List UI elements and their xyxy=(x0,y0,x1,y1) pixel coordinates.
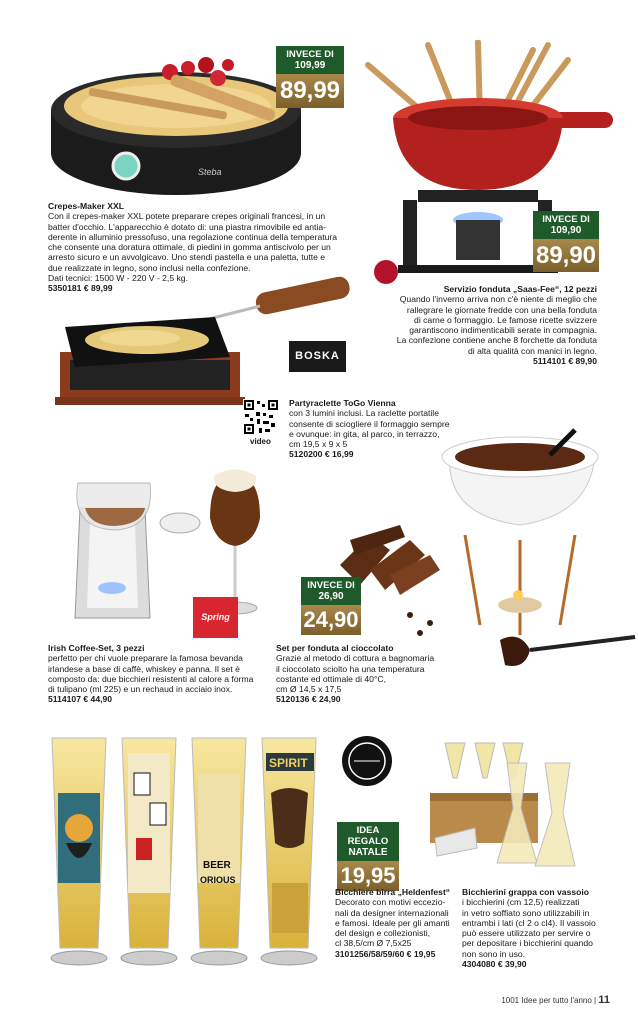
irish-code: 5114107 € 44,90 xyxy=(48,694,113,705)
beer-line: del design e collezionisti, xyxy=(335,928,431,939)
grappa-line: entrambi i lati (cl 2 o cl4). Il vassoio xyxy=(462,917,596,928)
fondue-title: Servizio fonduta „Saas-Fee“, 12 pezzi xyxy=(443,284,597,294)
page-footer xyxy=(501,994,610,1006)
fondue-description xyxy=(380,284,597,366)
fondue-badge-header xyxy=(533,211,599,239)
crepes-badge-header xyxy=(276,46,344,74)
raclette-title: Partyraclette ToGo Vienna xyxy=(289,398,396,408)
crepes-line: Con il crepes-maker XXL potete preparare crepes originali francesi, in un xyxy=(48,211,326,222)
irish-line: di tulipano (ml 225) e un rechaud in acciaio inox. xyxy=(48,684,233,695)
grappa-line: in vetro soffiato sono utilizzabili in xyxy=(462,907,590,918)
fondue-code: 5114101 € 89,90 xyxy=(532,356,597,367)
fondue-line: Quando l'inverno arriva non c'è niente di meglio che xyxy=(399,294,597,305)
crepes-code: 5350181 € 89,99 xyxy=(48,283,113,294)
footer-text: 1001 Idee per tutto l'anno xyxy=(501,996,592,1005)
crepes-line: due realizzate in legno, sono inclusi nella confezione. xyxy=(48,262,251,273)
chocolate-description xyxy=(276,643,476,705)
beer-badge-sub-label: NATALE xyxy=(348,847,388,858)
chocolate-line: il cioccolato sciolto ha una temperatura xyxy=(276,663,425,674)
beer-glasses-image xyxy=(46,733,328,973)
crepes-line: derente in alluminio pressofuso, una regolazione continua della temperatura xyxy=(48,231,338,242)
beer-line: nali da designer internazionali xyxy=(335,907,449,918)
sagaform-logo-icon xyxy=(342,736,392,786)
fondue-line: di carne o formaggio. Le famose ricette svizzere xyxy=(414,314,597,325)
svg-text:Steba: Steba xyxy=(198,167,222,177)
chocolate-code: 5120136 € 24,90 xyxy=(276,694,341,705)
crepes-line: che consente una doratura ottimale, di piedini in gomma antiscivolo per un xyxy=(48,242,331,253)
crepes-badge-old-price: 109,99 xyxy=(294,60,326,71)
crepes-maker-image xyxy=(48,48,306,198)
beer-badge-price: 19,95 xyxy=(337,861,399,891)
boska-logo-text: BOSKA xyxy=(295,350,340,362)
irish-description xyxy=(48,643,278,705)
chocolate-price-badge xyxy=(301,577,361,635)
chocolate-badge-old-price: 26,90 xyxy=(318,591,344,602)
beer-glass-text: ORIOUS xyxy=(200,875,236,885)
beer-line: Decorato con motivi eccezio- xyxy=(335,897,446,908)
crepes-badge-price: 89,99 xyxy=(276,74,344,108)
beer-glass-text: SPIRIT xyxy=(269,756,308,770)
grappa-line: può essere utilizzato per servire o xyxy=(462,928,591,939)
footer-separator: | xyxy=(594,996,599,1005)
fondue-badge-old-price: 109,90 xyxy=(550,225,582,236)
beer-code: 3101256/58/59/60 € 19,95 xyxy=(335,948,436,959)
chocolate-line: costante ed ottimale di 40°C, xyxy=(276,673,386,684)
raclette-line: cm 19,5 x 9 x 5 xyxy=(289,439,348,450)
chocolate-badge-header xyxy=(301,577,361,605)
crepes-badge-label: INVECE DI xyxy=(286,49,334,60)
grappa-title: Bicchierini grappa con vassoio xyxy=(462,887,590,897)
chocolate-line: Grazie al metodo di cottura a bagnomaria xyxy=(276,653,435,664)
raclette-line: consente di sciogliere il formaggio sempre xyxy=(289,418,450,429)
beer-glass-text: BEER xyxy=(203,860,231,871)
beer-badge-header xyxy=(337,822,399,861)
fondue-price-badge xyxy=(533,211,599,272)
crepes-line: Dati tecnici: 1500 W - 220 V - 2,5 kg. xyxy=(48,273,188,284)
irish-coffee-image xyxy=(50,468,280,640)
fondue-badge-label: INVECE DI xyxy=(542,214,590,225)
fondue-line: garantiscono indimenticabili serate in compagnia. xyxy=(409,325,597,336)
crepes-price-badge xyxy=(276,46,344,108)
grappa-description xyxy=(462,887,607,969)
fondue-badge-price: 89,90 xyxy=(533,239,599,272)
beer-badge-label: IDEA REGALO xyxy=(347,825,389,847)
raclette-code: 5120200 € 16,99 xyxy=(289,449,354,460)
video-label: video xyxy=(250,437,271,446)
beer-title: Bicchiere birra „Heldenfest“ xyxy=(335,887,451,897)
qr-code xyxy=(243,399,279,435)
beer-line: cl 38,5/cm Ø 7,5x25 xyxy=(335,938,412,949)
spring-logo-text: Spring xyxy=(201,612,230,622)
chocolate-badge-label: INVECE DI xyxy=(307,580,355,591)
fondue-line: rallegrare le giornate fredde con una bella fonduta xyxy=(406,304,597,315)
grappa-line: non sono in uso. xyxy=(462,948,526,959)
crepes-line: arresto sicuro e un avvolgicavo. Uno stendi pastella e una paletta, tutte e xyxy=(48,252,326,263)
boska-logo xyxy=(289,341,346,372)
fondue-line: di alta qualità con manici in legno. xyxy=(468,345,597,356)
chocolate-badge-price: 24,90 xyxy=(301,605,361,635)
spring-logo xyxy=(193,597,238,638)
chocolate-line: cm Ø 14,5 x 17,5 xyxy=(276,684,342,695)
crepes-line: batter d'occhio. L'apparecchio è dotato di: una piastra rimovibile ed antia- xyxy=(48,221,326,232)
raclette-line: e ovunque: in gita, al parco, in terrazzo, xyxy=(289,428,440,439)
grappa-glasses-image xyxy=(425,738,590,883)
irish-title: Irish Coffee-Set, 3 pezzi xyxy=(48,643,145,653)
crepes-title: Crepes-Maker XXL xyxy=(48,201,124,211)
page-number: 11 xyxy=(598,994,610,1006)
irish-line: irlandese a base di caffè, whiskey e panna. Il set è xyxy=(48,663,240,674)
beer-price-badge xyxy=(337,822,399,891)
fondue-line: La confezione contiene anche 8 forchette da fonduta xyxy=(396,335,597,346)
beer-line: e famosi. Ideale per gli amanti xyxy=(335,917,450,928)
grappa-code: 4304080 € 39,90 xyxy=(462,959,527,970)
grappa-line: i bicchierini (cm 12,5) realizzati xyxy=(462,897,580,908)
raclette-line: con 3 lumini inclusi. La raclette portatile xyxy=(289,408,439,419)
chocolate-title: Set per fonduta al cioccolato xyxy=(276,643,394,653)
beer-description xyxy=(335,887,460,959)
irish-line: composto da: due bicchieri resistenti al calore a forma xyxy=(48,673,254,684)
grappa-line: per depositare i bicchierini quando xyxy=(462,938,593,949)
irish-line: perfetto per chi vuole preparare la famosa bevanda xyxy=(48,653,243,664)
